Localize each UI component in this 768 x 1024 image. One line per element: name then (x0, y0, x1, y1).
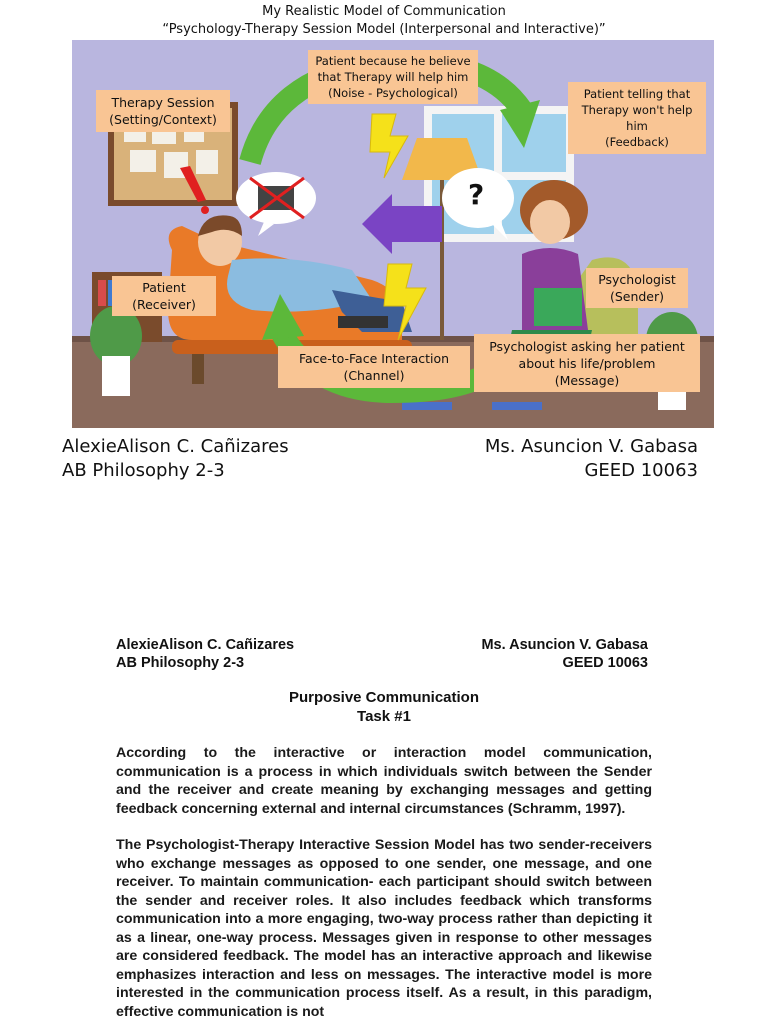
doc-title (0, 688, 768, 726)
callout-feedback-line-2: Therapy won't help (581, 103, 693, 117)
callout-receiver (112, 276, 216, 316)
doc-course-code: GEED 10063 (562, 655, 648, 671)
callout-message-line-2: about his life/problem (518, 355, 656, 371)
callout-channel-line-2: (Channel) (343, 368, 405, 383)
callout-message-line-1: Psychologist asking her patient (489, 338, 685, 354)
callout-noise-line-1: Patient because he believe (315, 54, 471, 68)
question-mark: ? (468, 178, 485, 211)
title-line-1: My Realistic Model of Communication (262, 4, 506, 19)
document-page (0, 600, 768, 1024)
callout-setting-line-2: (Setting/Context) (109, 112, 217, 127)
callout-noise-line-3: (Noise - Psychological) (328, 86, 458, 100)
callout-sender (586, 268, 688, 308)
title-line-2: “Psychology-Therapy Session Model (Interpersonal and Interactive)” (162, 22, 606, 37)
callout-feedback (568, 82, 706, 154)
callout-feedback-line-3: him (626, 119, 648, 133)
author-section: AB Philosophy 2-3 (62, 460, 225, 481)
callout-noise-line-2: that Therapy will help him (317, 70, 469, 84)
doc-title-line-2: Task #1 (357, 708, 411, 725)
doc-header-left (116, 636, 294, 672)
callout-channel (278, 346, 470, 388)
author-name: AlexieAlison C. Cañizares (62, 436, 289, 457)
patient-thought-bubble (236, 172, 316, 236)
instructor-name: Ms. Asuncion V. Gabasa (484, 436, 698, 457)
callout-setting-line-1: Therapy Session (111, 95, 215, 110)
callout-feedback-line-1: Patient telling that (583, 87, 691, 101)
noise-lightning-top (370, 114, 408, 178)
signature-right (485, 435, 698, 483)
diagram-title (0, 3, 768, 39)
callout-message-line-3: (Message) (554, 372, 620, 388)
doc-author-name: AlexieAlison C. Cañizares (116, 637, 295, 653)
callout-receiver-line-1: Patient (142, 280, 186, 295)
callout-noise (308, 50, 478, 104)
callout-sender-line-2: (Sender) (609, 289, 665, 304)
communication-model-illustration (72, 40, 714, 428)
callout-channel-line-1: Face-to-Face Interaction (298, 351, 450, 366)
signature-left (62, 435, 289, 483)
doc-title-line-1: Purposive Communication (288, 689, 480, 706)
course-code: GEED 10063 (584, 460, 698, 481)
doc-instructor-name: Ms. Asuncion V. Gabasa (481, 637, 648, 653)
callout-receiver-line-2: (Receiver) (132, 297, 196, 312)
doc-author-section: AB Philosophy 2-3 (116, 655, 245, 671)
doc-paragraph-1: According to the interactive or interaction model communication, communication is a process in which individuals switch between the Sender and the receiver and create meaning by exchanging messages and getting feedback concerning external and internal circumstances (Schramm, 1997). (116, 745, 652, 817)
callout-message (474, 334, 700, 392)
doc-header-right (481, 636, 648, 672)
callout-feedback-line-4: (Feedback) (605, 135, 669, 149)
callout-setting (96, 90, 230, 132)
doc-paragraph-2: The Psychologist-Therapy Interactive Session Model has two sender-receivers who exchange messages as opposed to one sender, one message, and one receiver. To maintain communication- each participant should switch between the sender and receiver roles. It also includes feedback which transforms communication into a more engaging, two-way process rather than depicting it as a linear, one-way process. Messages given in response to other messages are considered feedback. The model has an interactive approach and likewise emphasizes interaction and less on messages. The interactive model is more interested in the communication process itself. As a result, in this paradigm, effective communication is not (116, 837, 652, 1020)
callout-sender-line-1: Psychologist (598, 272, 676, 287)
